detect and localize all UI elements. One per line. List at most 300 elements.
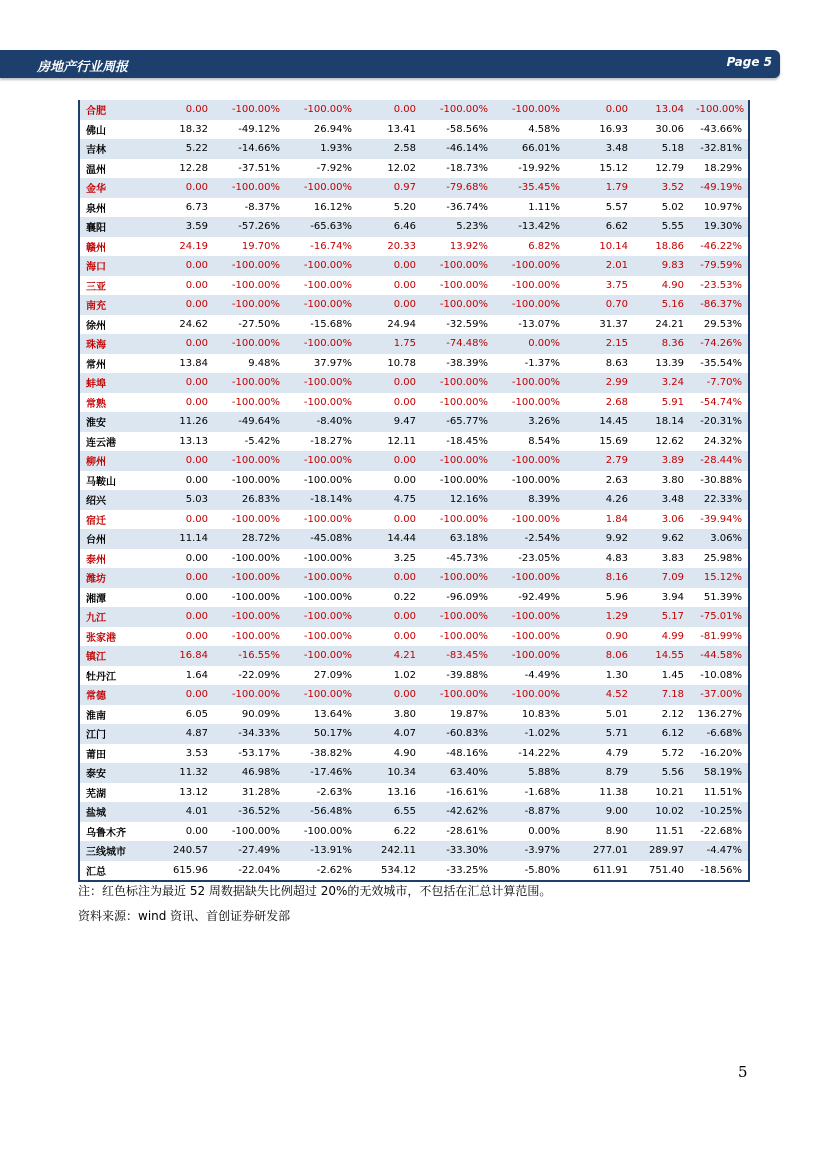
value-cell: 242.11 [358, 841, 422, 861]
city-name-cell: 淮南 [80, 705, 150, 725]
value-cell: -100.00% [286, 568, 358, 588]
value-cell: -100.00% [494, 295, 566, 315]
value-cell: 10.14 [566, 237, 634, 257]
value-cell: 2.63 [566, 471, 634, 491]
value-cell: -27.49% [214, 841, 286, 861]
value-cell: -79.59% [690, 256, 748, 276]
value-cell: -33.30% [422, 841, 494, 861]
city-name-cell: 金华 [80, 178, 150, 198]
value-cell: -33.25% [422, 861, 494, 881]
value-cell: 10.83% [494, 705, 566, 725]
table-row [80, 334, 748, 354]
value-cell: 5.16 [634, 295, 690, 315]
source-line: 资料来源：wind 资讯、首创证券研发部 [78, 909, 291, 923]
table-row [80, 354, 748, 374]
value-cell: -100.00% [286, 685, 358, 705]
value-cell: 9.92 [566, 529, 634, 549]
value-cell: 3.06 [634, 510, 690, 530]
value-cell: -100.00% [422, 471, 494, 491]
table-row [80, 607, 748, 627]
value-cell: -100.00% [286, 373, 358, 393]
city-name-cell: 襄阳 [80, 217, 150, 237]
table-row [80, 510, 748, 530]
value-cell: -1.37% [494, 354, 566, 374]
city-name-cell: 连云港 [80, 432, 150, 452]
value-cell: -57.26% [214, 217, 286, 237]
table-row [80, 295, 748, 315]
value-cell: -100.00% [214, 451, 286, 471]
value-cell: -14.22% [494, 744, 566, 764]
value-cell: -100.00% [286, 256, 358, 276]
table-row [80, 100, 748, 120]
value-cell: 13.92% [422, 237, 494, 257]
value-cell: -37.00% [690, 685, 748, 705]
value-cell: 6.82% [494, 237, 566, 257]
value-cell: 0.00 [358, 685, 422, 705]
value-cell: 5.02 [634, 198, 690, 218]
city-name-cell: 镇江 [80, 646, 150, 666]
value-cell: 5.96 [566, 588, 634, 608]
value-cell: -100.00% [690, 100, 748, 120]
value-cell: 90.09% [214, 705, 286, 725]
value-cell: -100.00% [214, 627, 286, 647]
table-row [80, 783, 748, 803]
value-cell: 27.09% [286, 666, 358, 686]
value-cell: 6.46 [358, 217, 422, 237]
value-cell: 8.79 [566, 763, 634, 783]
value-cell: -100.00% [286, 471, 358, 491]
city-data-table-wrap [78, 100, 750, 882]
value-cell: 1.84 [566, 510, 634, 530]
value-cell: 12.62 [634, 432, 690, 452]
value-cell: 24.32% [690, 432, 748, 452]
value-cell: 3.59 [150, 217, 214, 237]
table-row [80, 568, 748, 588]
value-cell: 4.75 [358, 490, 422, 510]
value-cell: -19.92% [494, 159, 566, 179]
value-cell: -60.83% [422, 724, 494, 744]
value-cell: 0.00 [150, 549, 214, 569]
table-row [80, 744, 748, 764]
value-cell: 0.97 [358, 178, 422, 198]
value-cell: -7.70% [690, 373, 748, 393]
value-cell: 11.51% [690, 783, 748, 803]
value-cell: 6.62 [566, 217, 634, 237]
table-row [80, 315, 748, 335]
table-row [80, 861, 748, 881]
value-cell: -16.74% [286, 237, 358, 257]
table-row [80, 802, 748, 822]
value-cell: 7.09 [634, 568, 690, 588]
value-cell: -100.00% [214, 373, 286, 393]
value-cell: 5.01 [566, 705, 634, 725]
value-cell: 3.80 [634, 471, 690, 491]
value-cell: 289.97 [634, 841, 690, 861]
value-cell: -100.00% [422, 393, 494, 413]
city-name-cell: 吉林 [80, 139, 150, 159]
value-cell: 19.30% [690, 217, 748, 237]
value-cell: 0.00 [150, 510, 214, 530]
city-name-cell: 泉州 [80, 198, 150, 218]
value-cell: 1.75 [358, 334, 422, 354]
value-cell: -48.16% [422, 744, 494, 764]
value-cell: -16.20% [690, 744, 748, 764]
value-cell: -36.52% [214, 802, 286, 822]
value-cell: -53.17% [214, 744, 286, 764]
value-cell: 3.26% [494, 412, 566, 432]
table-row [80, 412, 748, 432]
city-name-cell: 泰州 [80, 549, 150, 569]
value-cell: 4.90 [358, 744, 422, 764]
value-cell: 13.13 [150, 432, 214, 452]
value-cell: 10.34 [358, 763, 422, 783]
value-cell: -1.02% [494, 724, 566, 744]
table-row [80, 646, 748, 666]
value-cell: 0.00 [358, 471, 422, 491]
value-cell: -100.00% [214, 588, 286, 608]
value-cell: 18.29% [690, 159, 748, 179]
city-name-cell: 江门 [80, 724, 150, 744]
value-cell: 11.51 [634, 822, 690, 842]
value-cell: 13.84 [150, 354, 214, 374]
value-cell: 615.96 [150, 861, 214, 881]
value-cell: -23.53% [690, 276, 748, 296]
value-cell: 20.33 [358, 237, 422, 257]
city-name-cell: 乌鲁木齐 [80, 822, 150, 842]
value-cell: -100.00% [494, 510, 566, 530]
value-cell: -100.00% [286, 334, 358, 354]
city-name-cell: 徐州 [80, 315, 150, 335]
value-cell: 10.97% [690, 198, 748, 218]
value-cell: -100.00% [214, 276, 286, 296]
city-name-cell: 牡丹江 [80, 666, 150, 686]
value-cell: 0.00 [358, 276, 422, 296]
value-cell: 24.21 [634, 315, 690, 335]
value-cell: 26.83% [214, 490, 286, 510]
value-cell: -100.00% [494, 607, 566, 627]
value-cell: 1.29 [566, 607, 634, 627]
value-cell: 3.80 [358, 705, 422, 725]
city-name-cell: 泰安 [80, 763, 150, 783]
value-cell: 50.17% [286, 724, 358, 744]
value-cell: -74.26% [690, 334, 748, 354]
page-label: Page 5 [726, 55, 772, 69]
city-name-cell: 台州 [80, 529, 150, 549]
value-cell: -100.00% [422, 100, 494, 120]
value-cell: 8.39% [494, 490, 566, 510]
value-cell: -100.00% [286, 627, 358, 647]
value-cell: 0.00 [150, 295, 214, 315]
value-cell: -13.07% [494, 315, 566, 335]
value-cell: -100.00% [286, 393, 358, 413]
table-row [80, 373, 748, 393]
value-cell: -32.59% [422, 315, 494, 335]
value-cell: 3.25 [358, 549, 422, 569]
value-cell: 11.32 [150, 763, 214, 783]
value-cell: 0.00 [150, 568, 214, 588]
value-cell: -10.08% [690, 666, 748, 686]
value-cell: -100.00% [286, 607, 358, 627]
value-cell: 5.88% [494, 763, 566, 783]
value-cell: 0.00 [150, 178, 214, 198]
city-name-cell: 汇总 [80, 861, 150, 881]
city-name-cell: 盐城 [80, 802, 150, 822]
value-cell: 3.89 [634, 451, 690, 471]
value-cell: -75.01% [690, 607, 748, 627]
city-name-cell: 常州 [80, 354, 150, 374]
value-cell: 277.01 [566, 841, 634, 861]
city-name-cell: 湘潭 [80, 588, 150, 608]
value-cell: 28.72% [214, 529, 286, 549]
value-cell: 4.90 [634, 276, 690, 296]
value-cell: -100.00% [286, 451, 358, 471]
value-cell: 3.75 [566, 276, 634, 296]
value-cell: 19.87% [422, 705, 494, 725]
value-cell: -44.58% [690, 646, 748, 666]
value-cell: -46.22% [690, 237, 748, 257]
value-cell: -100.00% [214, 607, 286, 627]
value-cell: 10.02 [634, 802, 690, 822]
value-cell: 2.01 [566, 256, 634, 276]
value-cell: -15.68% [286, 315, 358, 335]
value-cell: 9.62 [634, 529, 690, 549]
value-cell: 14.45 [566, 412, 634, 432]
value-cell: 18.32 [150, 120, 214, 140]
value-cell: 37.97% [286, 354, 358, 374]
value-cell: -58.56% [422, 120, 494, 140]
value-cell: 22.33% [690, 490, 748, 510]
value-cell: 14.44 [358, 529, 422, 549]
table-row [80, 198, 748, 218]
value-cell: 13.41 [358, 120, 422, 140]
value-cell: 5.91 [634, 393, 690, 413]
value-cell: 0.00 [150, 822, 214, 842]
value-cell: 3.53 [150, 744, 214, 764]
value-cell: 3.06% [690, 529, 748, 549]
value-cell: -14.66% [214, 139, 286, 159]
city-name-cell: 九江 [80, 607, 150, 627]
value-cell: 15.12 [566, 159, 634, 179]
value-cell: -100.00% [422, 685, 494, 705]
value-cell: -100.00% [214, 334, 286, 354]
table-row [80, 159, 748, 179]
table-row [80, 432, 748, 452]
value-cell: 16.93 [566, 120, 634, 140]
city-name-cell: 绍兴 [80, 490, 150, 510]
value-cell: 0.00 [566, 100, 634, 120]
value-cell: -86.37% [690, 295, 748, 315]
value-cell: 2.99 [566, 373, 634, 393]
value-cell: -39.94% [690, 510, 748, 530]
city-name-cell: 莆田 [80, 744, 150, 764]
value-cell: 5.03 [150, 490, 214, 510]
table-row [80, 549, 748, 569]
value-cell: -16.55% [214, 646, 286, 666]
value-cell: 16.12% [286, 198, 358, 218]
value-cell: -35.45% [494, 178, 566, 198]
value-cell: 31.28% [214, 783, 286, 803]
value-cell: 4.87 [150, 724, 214, 744]
value-cell: 240.57 [150, 841, 214, 861]
value-cell: -43.66% [690, 120, 748, 140]
value-cell: -2.54% [494, 529, 566, 549]
value-cell: -38.82% [286, 744, 358, 764]
value-cell: -100.00% [214, 510, 286, 530]
city-name-cell: 海口 [80, 256, 150, 276]
value-cell: -100.00% [422, 568, 494, 588]
value-cell: -20.31% [690, 412, 748, 432]
value-cell: 24.19 [150, 237, 214, 257]
value-cell: 3.48 [634, 490, 690, 510]
value-cell: -100.00% [214, 393, 286, 413]
value-cell: -2.62% [286, 861, 358, 881]
value-cell: -100.00% [286, 646, 358, 666]
value-cell: 2.58 [358, 139, 422, 159]
table-row [80, 705, 748, 725]
value-cell: -100.00% [214, 549, 286, 569]
value-cell: 2.12 [634, 705, 690, 725]
table-row [80, 588, 748, 608]
value-cell: -45.73% [422, 549, 494, 569]
city-name-cell: 合肥 [80, 100, 150, 120]
value-cell: 6.05 [150, 705, 214, 725]
value-cell: 0.00% [494, 334, 566, 354]
value-cell: -18.73% [422, 159, 494, 179]
value-cell: 136.27% [690, 705, 748, 725]
value-cell: -100.00% [494, 276, 566, 296]
value-cell: -4.49% [494, 666, 566, 686]
value-cell: -39.88% [422, 666, 494, 686]
value-cell: -96.09% [422, 588, 494, 608]
value-cell: -100.00% [494, 685, 566, 705]
value-cell: 0.90 [566, 627, 634, 647]
city-name-cell: 珠海 [80, 334, 150, 354]
value-cell: 0.00 [358, 607, 422, 627]
value-cell: 4.07 [358, 724, 422, 744]
value-cell: 6.73 [150, 198, 214, 218]
table-body [80, 100, 748, 880]
value-cell: -100.00% [422, 451, 494, 471]
value-cell: 0.00 [150, 685, 214, 705]
value-cell: -5.42% [214, 432, 286, 452]
value-cell: 0.00 [358, 373, 422, 393]
value-cell: -22.68% [690, 822, 748, 842]
value-cell: -100.00% [422, 373, 494, 393]
value-cell: 0.00 [150, 627, 214, 647]
value-cell: -100.00% [422, 276, 494, 296]
table-row [80, 724, 748, 744]
value-cell: 1.93% [286, 139, 358, 159]
table-row [80, 471, 748, 491]
value-cell: -100.00% [494, 471, 566, 491]
value-cell: -100.00% [494, 646, 566, 666]
value-cell: 0.00 [358, 295, 422, 315]
value-cell: 0.00 [150, 393, 214, 413]
table-row [80, 841, 748, 861]
value-cell: -13.42% [494, 217, 566, 237]
value-cell: -100.00% [214, 178, 286, 198]
value-cell: -100.00% [286, 549, 358, 569]
value-cell: -56.48% [286, 802, 358, 822]
value-cell: 12.28 [150, 159, 214, 179]
value-cell: -28.61% [422, 822, 494, 842]
value-cell: 3.52 [634, 178, 690, 198]
value-cell: 6.22 [358, 822, 422, 842]
value-cell: 9.83 [634, 256, 690, 276]
value-cell: 6.12 [634, 724, 690, 744]
value-cell: 16.84 [150, 646, 214, 666]
value-cell: 0.00 [358, 100, 422, 120]
value-cell: -74.48% [422, 334, 494, 354]
city-name-cell: 潍坊 [80, 568, 150, 588]
value-cell: 5.22 [150, 139, 214, 159]
table-row [80, 237, 748, 257]
footnote: 注：红色标注为最近 52 周数据缺失比例超过 20%的无效城市，不包括在汇总计算范围。 [78, 884, 552, 898]
value-cell: -100.00% [286, 510, 358, 530]
value-cell: 0.00 [358, 256, 422, 276]
value-cell: 58.19% [690, 763, 748, 783]
value-cell: -100.00% [422, 607, 494, 627]
value-cell: -32.81% [690, 139, 748, 159]
city-name-cell: 三亚 [80, 276, 150, 296]
city-name-cell: 宿迁 [80, 510, 150, 530]
value-cell: -16.61% [422, 783, 494, 803]
value-cell: -100.00% [494, 393, 566, 413]
value-cell: 13.39 [634, 354, 690, 374]
table-row [80, 178, 748, 198]
value-cell: -100.00% [286, 295, 358, 315]
value-cell: 3.24 [634, 373, 690, 393]
table-row [80, 217, 748, 237]
value-cell: 63.18% [422, 529, 494, 549]
value-cell: -100.00% [494, 100, 566, 120]
city-name-cell: 常德 [80, 685, 150, 705]
city-name-cell: 佛山 [80, 120, 150, 140]
value-cell: 5.56 [634, 763, 690, 783]
value-cell: 10.21 [634, 783, 690, 803]
city-name-cell: 马鞍山 [80, 471, 150, 491]
city-name-cell: 柳州 [80, 451, 150, 471]
value-cell: -100.00% [214, 471, 286, 491]
value-cell: 26.94% [286, 120, 358, 140]
value-cell: 4.01 [150, 802, 214, 822]
city-name-cell: 三线城市 [80, 841, 150, 861]
value-cell: 0.00 [358, 451, 422, 471]
value-cell: 63.40% [422, 763, 494, 783]
value-cell: 51.39% [690, 588, 748, 608]
value-cell: -100.00% [422, 627, 494, 647]
table-row [80, 120, 748, 140]
value-cell: 4.58% [494, 120, 566, 140]
value-cell: -8.40% [286, 412, 358, 432]
value-cell: -49.12% [214, 120, 286, 140]
value-cell: 3.83 [634, 549, 690, 569]
value-cell: -81.99% [690, 627, 748, 647]
page-number: 5 [738, 1063, 748, 1081]
value-cell: 5.55 [634, 217, 690, 237]
value-cell: 7.18 [634, 685, 690, 705]
value-cell: 8.36 [634, 334, 690, 354]
city-name-cell: 张家港 [80, 627, 150, 647]
value-cell: -18.45% [422, 432, 494, 452]
value-cell: 12.16% [422, 490, 494, 510]
value-cell: -2.63% [286, 783, 358, 803]
value-cell: 1.30 [566, 666, 634, 686]
city-name-cell: 淮安 [80, 412, 150, 432]
value-cell: 25.98% [690, 549, 748, 569]
table-row [80, 451, 748, 471]
value-cell: -100.00% [286, 100, 358, 120]
